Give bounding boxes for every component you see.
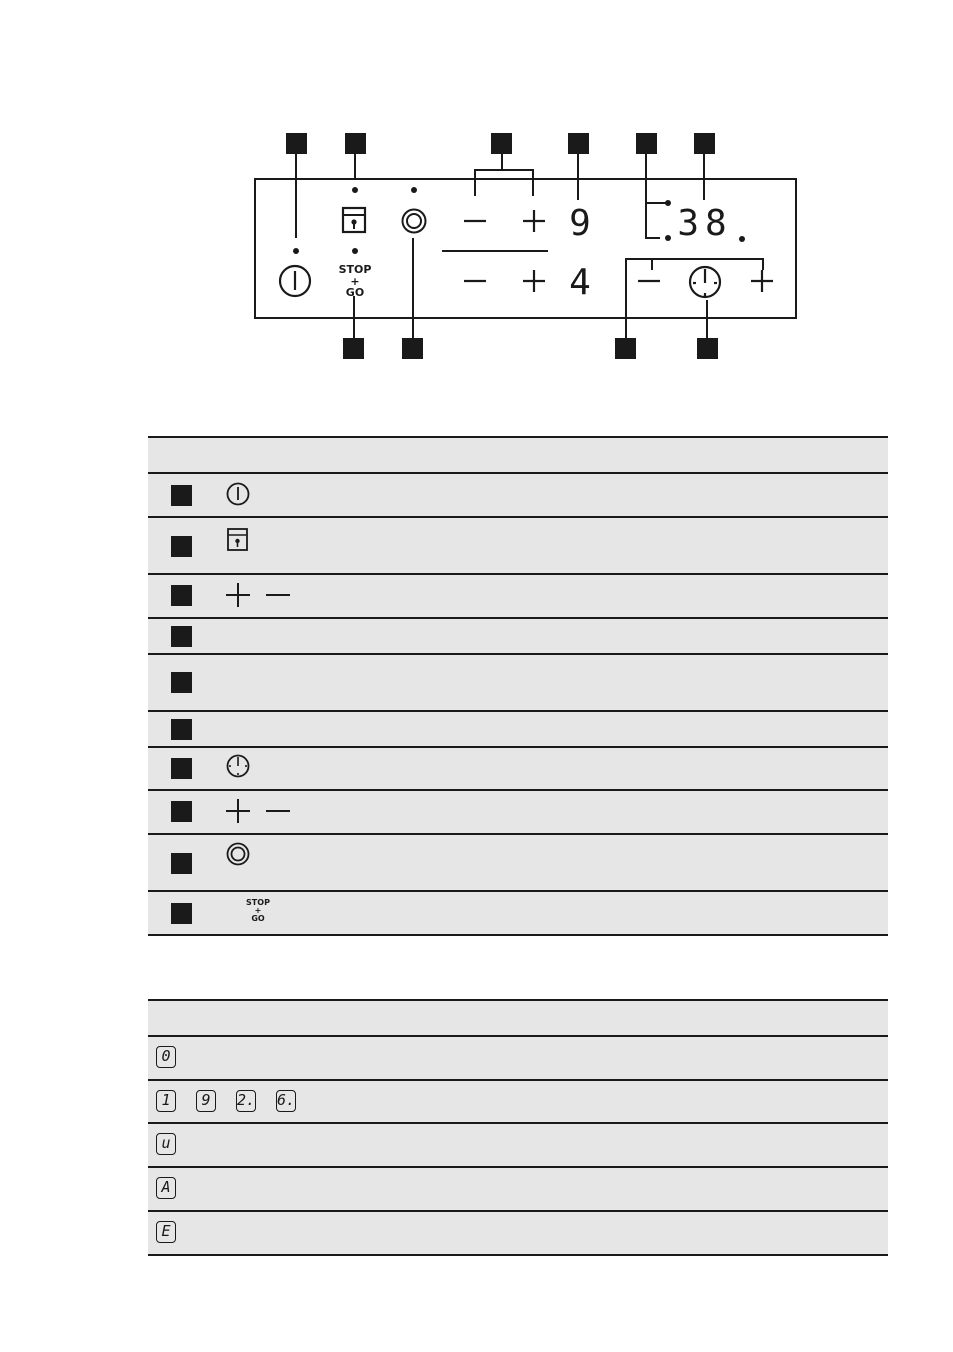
zone1-power-display: 9 — [569, 203, 591, 244]
bridge-icon[interactable] — [403, 210, 426, 233]
plus-minus-icon — [224, 582, 294, 608]
callout-marker — [171, 758, 192, 779]
callout-marker — [694, 133, 715, 154]
callout-marker — [697, 338, 718, 359]
table-row — [148, 748, 888, 791]
table-row — [148, 518, 888, 575]
callout-marker — [171, 626, 192, 647]
table-row — [148, 892, 888, 936]
table-row — [148, 791, 888, 835]
plus-icon[interactable] — [523, 270, 545, 292]
plus-icon[interactable] — [751, 270, 773, 292]
panel-description-table — [148, 436, 888, 936]
zone2-power-display: 4 — [569, 262, 591, 303]
callout-marker — [402, 338, 423, 359]
table-row — [148, 1168, 888, 1212]
callout-marker — [171, 853, 192, 874]
table-row — [148, 1212, 888, 1256]
callout-marker — [171, 903, 192, 924]
callout-marker — [171, 801, 192, 822]
display-description-table — [148, 999, 888, 1256]
stop-go-button[interactable] — [339, 263, 372, 299]
callout-marker — [171, 719, 192, 740]
callout-marker — [345, 133, 366, 154]
stop-go-label: STOP — [338, 263, 372, 276]
display-digit-icon: 0 — [156, 1046, 176, 1068]
timer-icon — [226, 754, 252, 780]
display-digit-icon: 1 — [156, 1090, 176, 1112]
callout-marker — [491, 133, 512, 154]
display-digit-icon: E — [156, 1221, 176, 1243]
callout-marker — [171, 672, 192, 693]
display-digit-icon: u — [156, 1133, 176, 1155]
stop-go-label: + — [350, 275, 360, 288]
panel-frame — [255, 179, 796, 318]
plus-minus-icon — [224, 798, 294, 824]
stop-go-label: STOP — [246, 898, 270, 907]
callout-marker — [171, 585, 192, 606]
callout-marker — [286, 133, 307, 154]
display-digit-icon: 9 — [196, 1090, 216, 1112]
table-row — [148, 474, 888, 518]
callout-marker — [615, 338, 636, 359]
timer-display: 38 — [677, 203, 733, 244]
on-off-icon[interactable] — [280, 266, 310, 296]
lock-icon — [226, 527, 252, 553]
callout-marker — [171, 536, 192, 557]
lock-icon[interactable] — [343, 208, 365, 232]
table-header — [148, 436, 888, 474]
display-digit-icon: A — [156, 1177, 176, 1199]
callout-marker — [636, 133, 657, 154]
callout-marker — [171, 485, 192, 506]
table-row — [148, 712, 888, 748]
table-row — [148, 1081, 888, 1124]
table-row — [148, 1037, 888, 1081]
bridge-icon — [226, 842, 252, 868]
table-row — [148, 1124, 888, 1168]
plus-icon[interactable] — [523, 210, 545, 232]
display-digit-icon: 2. — [236, 1090, 256, 1112]
table-row — [148, 619, 888, 655]
stop-go-label: GO — [345, 286, 365, 299]
timer-icon[interactable] — [690, 267, 720, 297]
control-panel-diagram — [0, 0, 953, 380]
table-row — [148, 655, 888, 712]
callout-marker — [343, 338, 364, 359]
display-digit-icon: 6. — [276, 1090, 296, 1112]
callout-marker — [568, 133, 589, 154]
stop-go-icon — [244, 899, 272, 923]
stop-go-label: GO — [251, 914, 265, 923]
stop-go-label: + — [254, 906, 262, 915]
on-off-icon — [226, 482, 252, 508]
table-header — [148, 999, 888, 1037]
table-row — [148, 575, 888, 619]
table-row — [148, 835, 888, 892]
